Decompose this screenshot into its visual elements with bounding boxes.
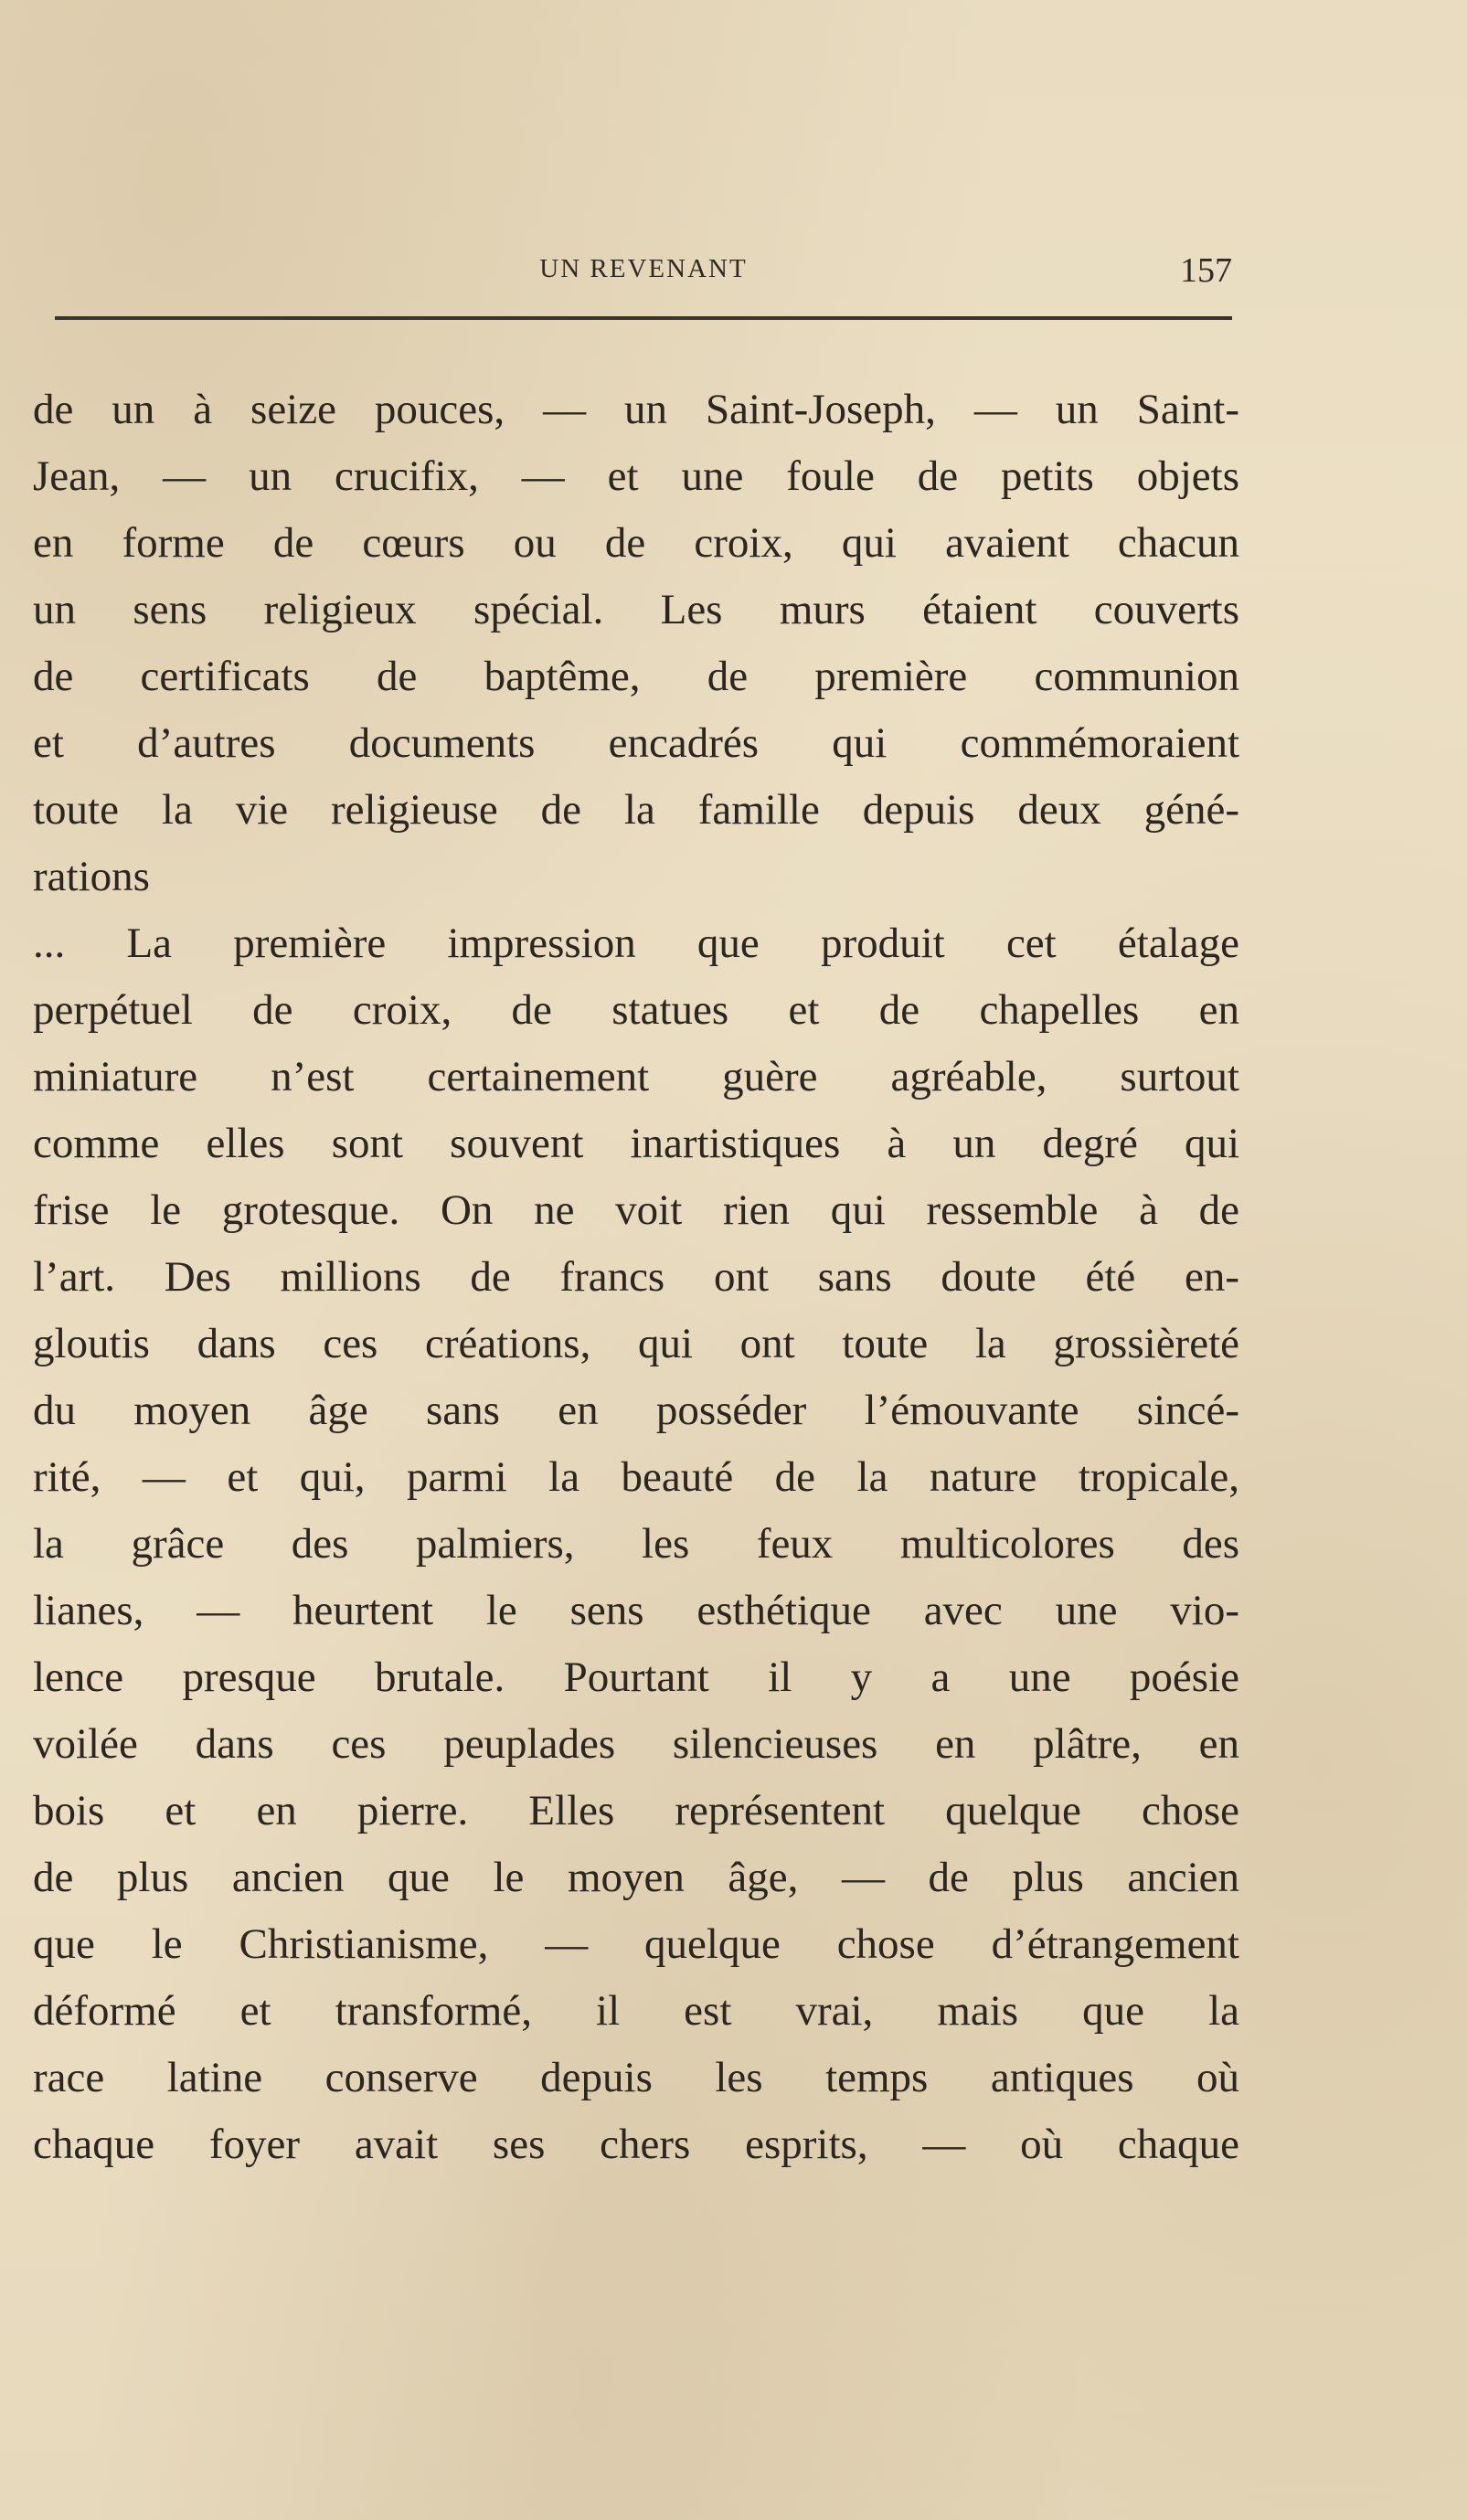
text-line: perpétuel de croix, de statues et de chapelles en	[33, 986, 1239, 1034]
text-line: de plus ancien que le moyen âge, — de plus ancien	[33, 1854, 1239, 1901]
page-number: 157	[1180, 251, 1232, 290]
text-line: l’art. Des millions de francs ont sans doute été en-	[33, 1253, 1239, 1301]
text-line: toute la vie religieuse de la famille depuis deux géné-	[33, 786, 1239, 834]
text-line: frise le grotesque. On ne voit rien qui ressemble à de	[33, 1186, 1239, 1234]
header-rule	[55, 316, 1232, 320]
text-line: en forme de cœurs ou de croix, qui avaient chacun	[33, 519, 1239, 567]
text-line: chaque foyer avait ses chers esprits, — où chaque	[33, 2121, 1239, 2168]
text-line: un sens religieux spécial. Les murs étaient couverts	[33, 586, 1239, 633]
text-line: race latine conserve depuis les temps antiques où	[33, 2054, 1239, 2101]
text-line: de certificats de baptême, de première communion	[33, 653, 1239, 700]
text-line: ... La première impression que produit cet étalage	[33, 920, 1239, 967]
text-line: du moyen âge sans en posséder l’émouvante sincé-	[33, 1387, 1239, 1434]
text-line: rations	[33, 853, 150, 900]
body-text	[33, 377, 1239, 2178]
text-line: de un à seize pouces, — un Saint-Joseph, — un Saint-	[33, 386, 1239, 433]
text-line: déformé et transformé, il est vrai, mais que la	[33, 1987, 1239, 2035]
running-head	[53, 251, 1234, 300]
text-line: lence presque brutale. Pourtant il y a une poésie	[33, 1653, 1239, 1701]
text-line: comme elles sont souvent inartistiques à un degré qui	[33, 1120, 1239, 1167]
running-title: UN REVENANT	[539, 254, 748, 283]
text-line: miniature n’est certainement guère agréable, surtout	[33, 1053, 1239, 1101]
text-line: bois et en pierre. Elles représentent quelque chose	[33, 1787, 1239, 1834]
text-line: rité, — et qui, parmi la beauté de la nature tropicale,	[33, 1453, 1239, 1501]
text-line: Jean, — un crucifix, — et une foule de petits objets	[33, 452, 1239, 500]
text-line: gloutis dans ces créations, qui ont toute la grossièreté	[33, 1320, 1239, 1367]
text-line: et d’autres documents encadrés qui commémoraient	[33, 719, 1239, 767]
text-line: lianes, — heurtent le sens esthétique avec une vio-	[33, 1587, 1239, 1634]
text-line: la grâce des palmiers, les feux multicolores des	[33, 1520, 1239, 1568]
text-line: voilée dans ces peuplades silencieuses en plâtre, en	[33, 1720, 1239, 1768]
text-line: que le Christianisme, — quelque chose d’étrangement	[33, 1920, 1239, 1968]
